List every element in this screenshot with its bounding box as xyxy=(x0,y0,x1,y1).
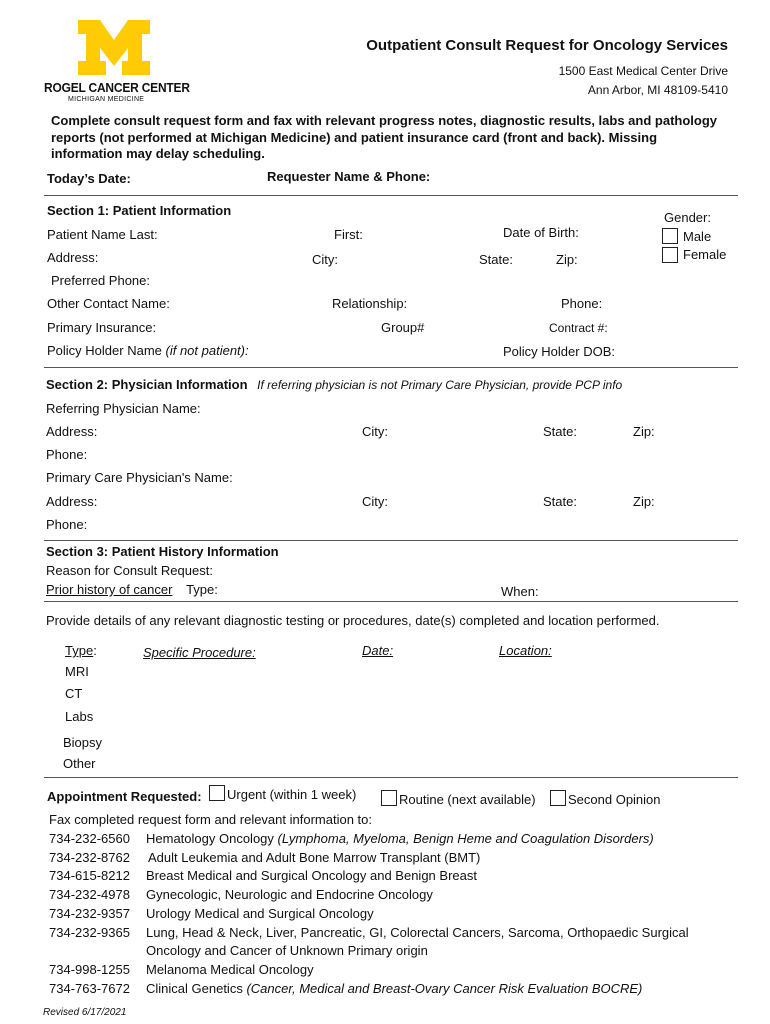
fax-entry xyxy=(49,887,433,902)
routine-checkbox[interactable] xyxy=(381,790,397,806)
routine-label: Routine (next available) xyxy=(399,792,536,807)
state-label: State: xyxy=(479,252,513,267)
section3-title: Section 3: Patient History Information xyxy=(46,544,279,559)
contract-label: Contract #: xyxy=(549,321,608,335)
section2-note: If referring physician is not Primary Care Physician, provide PCP info xyxy=(257,378,623,392)
first-name-label: First: xyxy=(334,227,363,242)
fax-desc: Urology Medical and Surgical Oncology xyxy=(146,906,374,921)
todays-date-label: Today’s Date: xyxy=(47,171,131,186)
requester-label: Requester Name & Phone: xyxy=(267,169,431,184)
fax-desc: Melanoma Medical Oncology xyxy=(146,962,314,977)
urgent-checkbox[interactable] xyxy=(209,785,225,801)
col-type-colon: : xyxy=(93,643,97,658)
primary-insurance-label: Primary Insurance: xyxy=(47,320,157,335)
policy-holder-dob-label: Policy Holder DOB: xyxy=(503,344,615,359)
details-instruction: Provide details of any relevant diagnostic testing or procedures, date(s) completed and location performed. xyxy=(46,613,660,628)
fax-desc: Adult Leukemia and Adult Bone Marrow Transplant (BMT) xyxy=(148,850,481,865)
fax-phone: 734-232-6560 xyxy=(49,831,130,846)
divider xyxy=(44,195,738,196)
second-opinion-checkbox[interactable] xyxy=(550,790,566,806)
female-label: Female xyxy=(683,247,727,262)
ref-state-label: State: xyxy=(543,424,577,439)
referring-name-label: Referring Physician Name: xyxy=(46,401,201,416)
preferred-phone-label: Preferred Phone: xyxy=(51,273,151,288)
fax-intro: Fax completed request form and relevant information to: xyxy=(49,812,372,827)
address-line-2: Ann Arbor, MI 48109-5410 xyxy=(587,83,728,97)
female-checkbox[interactable] xyxy=(662,247,678,263)
ref-city-label: City: xyxy=(362,424,388,439)
divider xyxy=(44,777,738,778)
col-date-header: Date: xyxy=(362,643,394,658)
fax-note: (Lymphoma, Myeloma, Benign Heme and Coagulation Disorders) xyxy=(277,831,654,846)
org-name: ROGEL CANCER CENTER xyxy=(44,80,190,95)
fax-entry-continuation: Oncology and Cancer of Unknown Primary origin xyxy=(146,943,428,958)
fax-phone: 734-232-9357 xyxy=(49,906,130,921)
divider xyxy=(44,540,738,541)
section2-header xyxy=(46,377,622,392)
fax-desc: Clinical Genetics xyxy=(146,981,243,996)
fax-entry xyxy=(49,925,689,940)
row-labs: Labs xyxy=(65,709,94,724)
fax-phone: 734-232-4978 xyxy=(49,887,130,902)
intro-line-1: Complete consult request form and fax with relevant progress notes, diagnostic results, labs and pathology xyxy=(51,113,718,128)
address-line-1: 1500 East Medical Center Drive xyxy=(558,64,728,78)
policy-holder-name: Policy Holder Name xyxy=(47,343,162,358)
michigan-block-m-logo xyxy=(78,20,150,75)
male-label: Male xyxy=(683,229,712,244)
policy-holder-note: (if not patient): xyxy=(165,343,249,358)
divider xyxy=(44,367,738,368)
org-sub: MICHIGAN MEDICINE xyxy=(68,96,145,103)
row-ct: CT xyxy=(65,686,83,701)
row-biopsy: Biopsy xyxy=(63,735,103,750)
pcp-state-label: State: xyxy=(543,494,577,509)
appointment-label: Appointment Requested: xyxy=(47,789,202,804)
prior-history-type-label: Type: xyxy=(186,582,218,597)
urgent-label: Urgent (within 1 week) xyxy=(227,787,357,802)
intro-line-2: reports (not performed at Michigan Medicine) and patient insurance card (front and back). Missing xyxy=(51,130,658,145)
fax-entry xyxy=(49,868,477,883)
prior-history-label: Prior history of cancer xyxy=(46,582,173,597)
intro-line-3: information may delay scheduling. xyxy=(51,146,265,161)
section2-title: Section 2: Physician Information xyxy=(46,377,248,392)
col-procedure-header: Specific Procedure: xyxy=(143,645,256,660)
pcp-zip-label: Zip: xyxy=(633,494,655,509)
fax-desc: Lung, Head & Neck, Liver, Pancreatic, GI, Colorectal Cancers, Sarcoma, Orthopaedic Surgical xyxy=(146,925,689,940)
fax-entry xyxy=(49,850,480,865)
group-label: Group# xyxy=(381,320,425,335)
fax-desc: Breast Medical and Surgical Oncology and Benign Breast xyxy=(146,868,477,883)
col-type-text: Type xyxy=(65,643,94,658)
fax-phone: 734-232-9365 xyxy=(49,925,130,940)
address-label: Address: xyxy=(47,250,99,265)
fax-phone: 734-615-8212 xyxy=(49,868,130,883)
section1-title: Section 1: Patient Information xyxy=(47,203,232,218)
other-contact-label: Other Contact Name: xyxy=(47,296,170,311)
fax-entry xyxy=(49,962,314,977)
fax-phone: 734-998-1255 xyxy=(49,962,130,977)
pcp-phone-label: Phone: xyxy=(46,517,88,532)
pcp-address-label: Address: xyxy=(46,494,98,509)
page-title: Outpatient Consult Request for Oncology Services xyxy=(366,37,728,54)
ref-zip-label: Zip: xyxy=(633,424,655,439)
gender-label: Gender: xyxy=(664,210,711,225)
contact-phone-label: Phone: xyxy=(561,296,603,311)
patient-name-last-label: Patient Name Last: xyxy=(47,227,158,242)
prior-history-row xyxy=(46,582,218,597)
revised-date: Revised 6/17/2021 xyxy=(43,1007,127,1018)
fax-desc: Gynecologic, Neurologic and Endocrine Oncology xyxy=(146,887,433,902)
pcp-city-label: City: xyxy=(362,494,388,509)
dob-label: Date of Birth: xyxy=(503,225,579,240)
ref-phone-label: Phone: xyxy=(46,447,88,462)
male-checkbox[interactable] xyxy=(662,228,678,244)
divider xyxy=(44,601,738,602)
col-type-header xyxy=(65,643,97,658)
reason-label: Reason for Consult Request: xyxy=(46,563,213,578)
row-mri: MRI xyxy=(65,664,89,679)
ref-address-label: Address: xyxy=(46,424,98,439)
fax-entry xyxy=(49,906,374,921)
col-location-header: Location: xyxy=(499,643,552,658)
zip-label: Zip: xyxy=(556,252,578,267)
fax-entry xyxy=(49,981,642,996)
fax-note: (Cancer, Medical and Breast-Ovary Cancer Risk Evaluation BOCRE) xyxy=(246,981,643,996)
fax-entry xyxy=(49,831,654,846)
pcp-name-label: Primary Care Physician's Name: xyxy=(46,470,233,485)
fax-desc: Hematology Oncology xyxy=(146,831,274,846)
when-label: When: xyxy=(501,584,539,599)
fax-phone: 734-232-8762 xyxy=(49,850,130,865)
city-label: City: xyxy=(312,252,338,267)
fax-phone: 734-763-7672 xyxy=(49,981,130,996)
policy-holder-label xyxy=(47,343,249,358)
row-other: Other xyxy=(63,756,96,771)
relationship-label: Relationship: xyxy=(332,296,408,311)
second-opinion-label: Second Opinion xyxy=(568,792,661,807)
